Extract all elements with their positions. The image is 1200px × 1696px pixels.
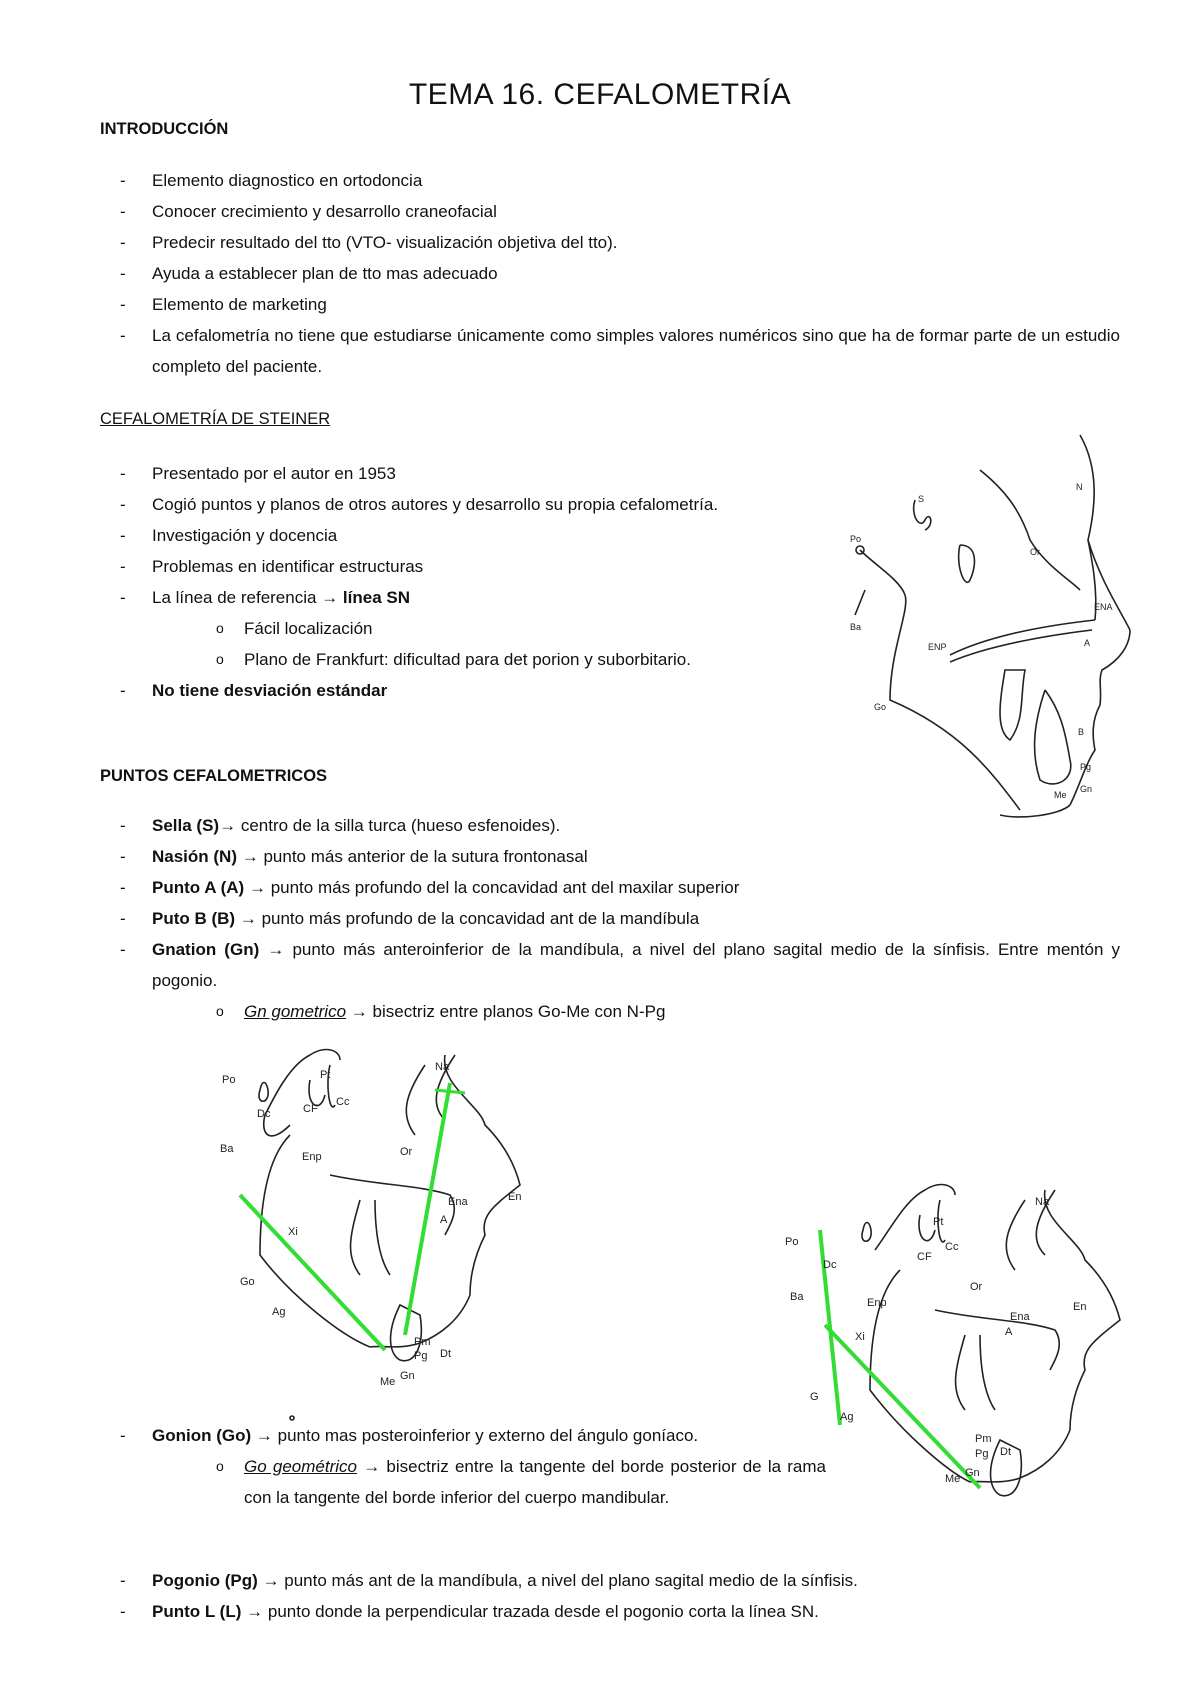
fig1-label: A xyxy=(1084,638,1091,648)
gonion-tracing-figure xyxy=(785,1170,1175,1510)
sub-item: o Gn gometrico → bisectriz entre planos Go-Me con N-Pg xyxy=(120,996,1120,1027)
steiner-list xyxy=(120,458,810,706)
steiner-heading: CEFALOMETRÍA DE STEINER xyxy=(100,410,331,428)
list-item: - Problemas en identificar estructuras xyxy=(120,551,810,582)
fig2-label: Gn xyxy=(400,1370,415,1382)
fig1-label: Gn xyxy=(1080,784,1093,794)
fig1-label: Me xyxy=(1054,790,1067,800)
fig3-label: Xi xyxy=(855,1331,865,1343)
fig1-label: N xyxy=(1076,482,1083,492)
fig2-label: Ena xyxy=(448,1196,468,1208)
steiner-tracing-figure xyxy=(830,430,1130,835)
list-item: - Cogió puntos y planos de otros autores y desarrollo su propia cefalometría. xyxy=(120,489,810,520)
fig3-label: Dc xyxy=(823,1259,837,1271)
list-item: - No tiene desviación estándar xyxy=(120,675,810,706)
fig2-label: Pg xyxy=(414,1350,428,1362)
gonion-list xyxy=(120,1420,826,1513)
pogonio-list xyxy=(120,1565,1120,1627)
list-item: - Elemento diagnostico en ortodoncia xyxy=(120,165,1120,196)
fig3-label: Me xyxy=(945,1473,961,1485)
fig2-label: CF xyxy=(303,1103,318,1115)
fig2-label: Na xyxy=(435,1061,450,1073)
gnation-tracing-figure xyxy=(220,1035,590,1388)
intro-list xyxy=(120,165,1120,382)
list-item: - Sella (S)→ centro de la silla turca (hueso esfenoides). xyxy=(120,810,1120,841)
fig2-label: Pt xyxy=(320,1069,331,1081)
list-item: - Presentado por el autor en 1953 xyxy=(120,458,810,489)
fig2-label: Dc xyxy=(257,1108,271,1120)
fig3-label: Or xyxy=(970,1281,983,1293)
fig2-label: En xyxy=(508,1191,522,1203)
fig3-label: A xyxy=(1005,1326,1013,1338)
fig3-label: G xyxy=(810,1391,819,1403)
fig1-label: Go xyxy=(874,702,887,712)
fig3-label: Na xyxy=(1035,1196,1050,1208)
fig2-label: Xi xyxy=(288,1226,298,1238)
fig2-label: Ba xyxy=(220,1143,234,1155)
fig1-label: ENP xyxy=(928,642,947,652)
sub-item: o Go geométrico → bisectriz entre la tangente del borde posterior de la rama con la tangente del borde inferior del cuerpo mandibular. xyxy=(120,1451,826,1513)
fig3-label: Pt xyxy=(933,1216,944,1228)
fig2-label: Cc xyxy=(336,1096,350,1108)
list-item: - Punto A (A) → punto más profundo del la concavidad ant del maxilar superior xyxy=(120,872,1120,903)
fig2-label: Po xyxy=(222,1074,236,1086)
fig2-label: Dt xyxy=(440,1348,451,1360)
list-item: - Pogonio (Pg) → punto más ant de la mandíbula, a nivel del plano sagital medio de la sínfisis. xyxy=(120,1565,1120,1596)
page-title: TEMA 16. CEFALOMETRÍA xyxy=(408,78,792,111)
fig3-label: Po xyxy=(785,1236,799,1248)
list-item: - Predecir resultado del tto (VTO- visualización objetiva del tto). xyxy=(120,227,1120,258)
list-item: - Investigación y docencia xyxy=(120,520,810,551)
list-item: - Conocer crecimiento y desarrollo craneofacial xyxy=(120,196,1120,227)
sub-item: o Fácil localización xyxy=(120,613,810,644)
list-item: - Gnation (Gn) → punto más anteroinferior de la mandíbula, a nivel del plano sagital medio de la sínfisis. Entre mentón y pogonio. xyxy=(120,934,1120,996)
fig3-label: Ba xyxy=(790,1291,804,1303)
list-item: - Elemento de marketing xyxy=(120,289,1120,320)
fig1-label: Ba xyxy=(850,622,862,632)
list-item: - Ayuda a establecer plan de tto mas adecuado xyxy=(120,258,1120,289)
fig1-label: B xyxy=(1078,727,1085,737)
list-item: - La línea de referencia → línea SN xyxy=(120,582,810,613)
list-item: - La cefalometría no tiene que estudiarse únicamente como simples valores numéricos sino que ha de formar parte de un estudio completo del paciente. xyxy=(120,320,1120,382)
fig2-label: Go xyxy=(240,1276,255,1288)
sub-item: o Plano de Frankfurt: dificultad para det porion y suborbitario. xyxy=(120,644,810,675)
fig2-label: Ag xyxy=(272,1306,286,1318)
fig3-label: Ena xyxy=(1010,1311,1030,1323)
list-item: - Puto B (B) → punto más profundo de la concavidad ant de la mandíbula xyxy=(120,903,1120,934)
fig2-label: Me xyxy=(380,1376,396,1388)
fig3-label: Ag xyxy=(840,1411,854,1423)
list-item: - Gonion (Go) → punto mas posteroinferior y externo del ángulo goníaco. xyxy=(120,1420,826,1451)
fig2-label: Or xyxy=(400,1146,413,1158)
fig3-label: Cc xyxy=(945,1241,959,1253)
fig3-label: En xyxy=(1073,1301,1087,1313)
fig1-label: S xyxy=(918,494,925,504)
fig1-label: Or xyxy=(1030,547,1040,557)
fig3-label: Gn xyxy=(965,1467,980,1479)
fig1-label: Po xyxy=(850,534,862,544)
list-item: - Punto L (L) → punto donde la perpendicular trazada desde el pogonio corta la línea SN. xyxy=(120,1596,1120,1627)
fig3-label: Pm xyxy=(975,1433,992,1445)
intro-heading: INTRODUCCIÓN xyxy=(100,120,229,138)
puntos-list xyxy=(120,810,1120,1027)
fig3-label: Pg xyxy=(975,1448,989,1460)
puntos-heading: PUNTOS CEFALOMETRICOS xyxy=(100,767,328,785)
fig2-label: Pm xyxy=(414,1336,431,1348)
fig2-label: Enp xyxy=(302,1151,322,1163)
fig3-label: Enp xyxy=(867,1297,887,1309)
fig2-label: A xyxy=(440,1214,448,1226)
fig3-label: CF xyxy=(917,1251,932,1263)
fig1-label: Pg xyxy=(1080,762,1092,772)
list-item: - Nasión (N) → punto más anterior de la sutura frontonasal xyxy=(120,841,1120,872)
fig3-label: Dt xyxy=(1000,1446,1011,1458)
fig1-label: ENA xyxy=(1094,602,1113,612)
